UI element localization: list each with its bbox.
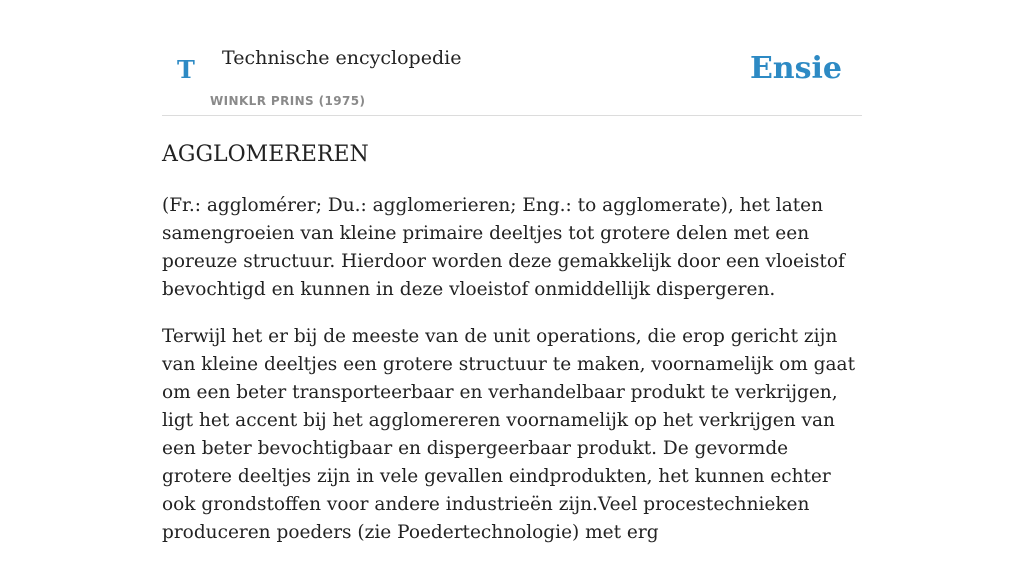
article-title: AGGLOMEREREN	[162, 142, 369, 167]
book-title[interactable]: Technische encyclopedie	[222, 47, 462, 69]
book-source: WINKLR PRINS (1975)	[210, 94, 366, 108]
book-logo-icon[interactable]: T	[177, 55, 195, 84]
article-paragraph: (Fr.: agglomérer; Du.: agglomerieren; Eng.: to agglomerate), het laten samengroeien van kleine primaire deeltjes tot grotere delen met een poreuze structuur. Hierdoor worden deze gemakkelijk door een vloeistof bevochtigd en kunnen in deze vloeistof onmiddellijk dispergeren.	[162, 195, 845, 300]
page	[162, 0, 862, 543]
article-paragraph: Terwijl het er bij de meeste van de unit operations, die erop gericht zijn van kleine deeltjes een grotere structuur te maken, voornamelijk om gaat om een beter transporteerbaar en verhandelbaar produkt te verkrijgen, ligt het accent bij het agglomereren voornamelijk op het verkrijgen van een beter bevochtigbaar en dispergeerbaar produkt. De gevormde grotere deeltjes zijn in vele gevallen eindprodukten, het kunnen echter ook grondstoffen voor andere industrieën zijn.Veel procestechnieken produceren poeders (zie Poedertechnologie) met erg	[162, 326, 856, 543]
article-body	[162, 192, 862, 566]
ensie-logo-link[interactable]: Ensie	[749, 51, 842, 86]
book-header	[162, 0, 862, 116]
